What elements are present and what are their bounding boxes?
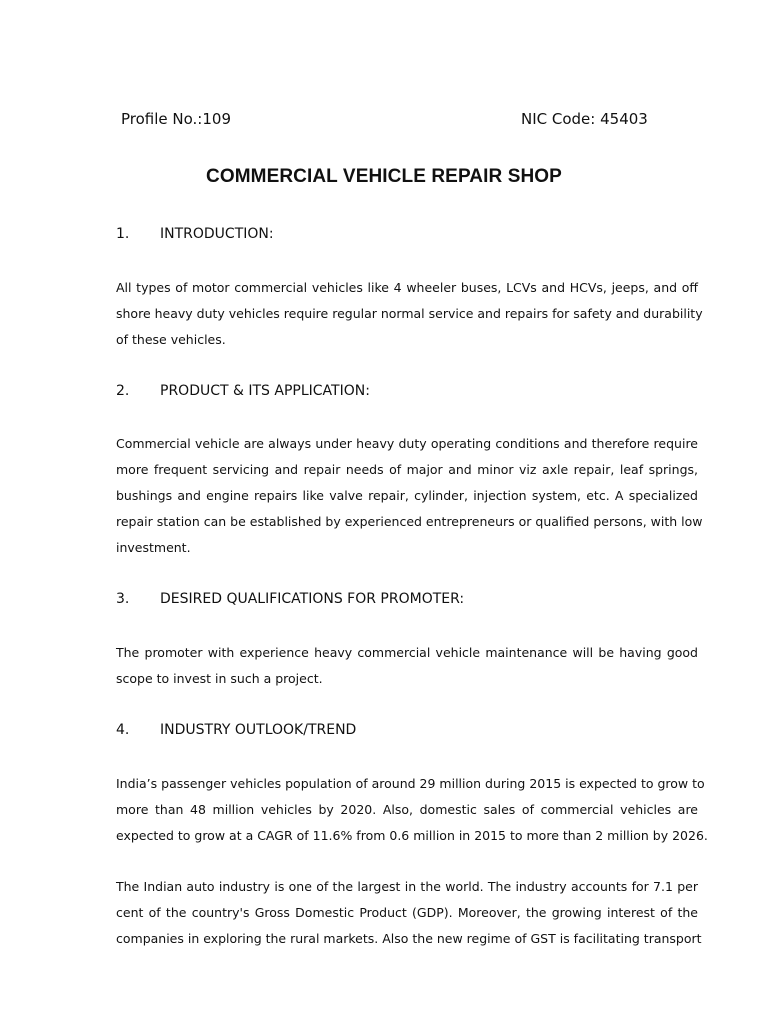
text-line: cent of the country's Gross Domestic Product (GDP). Moreover, the growing interest of the [116,905,698,920]
paragraph-industry-outlook-2 [116,874,702,952]
section-title: INDUSTRY OUTLOOK/TREND [160,722,357,738]
document-title: COMMERCIAL VEHICLE REPAIR SHOP [206,166,562,187]
paragraph-product [116,431,703,561]
section-heading-qualifications [116,591,464,607]
section-title: DESIRED QUALIFICATIONS FOR PROMOTER: [160,591,465,607]
text-line: scope to invest in such a project. [116,671,323,686]
text-line: Commercial vehicle are always under heavy duty operating conditions and therefore require [116,436,698,451]
paragraph-introduction [116,275,703,353]
text-line: All types of motor commercial vehicles like 4 wheeler buses, LCVs and HCVs, jeeps, and off [116,280,698,295]
text-line: investment. [116,540,191,555]
text-line: of these vehicles. [116,332,226,347]
text-line: repair station can be established by experienced entrepreneurs or qualified persons, with low [116,514,703,529]
paragraph-industry-outlook-1 [116,771,708,849]
text-line: shore heavy duty vehicles require regular normal service and repairs for safety and durability [116,306,703,321]
section-title: INTRODUCTION: [160,226,274,242]
section-heading-product [116,383,370,399]
text-line: The promoter with experience heavy commercial vehicle maintenance will be having good [116,645,698,660]
section-number: 3. [116,591,130,607]
text-line: more than 48 million vehicles by 2020. Also, domestic sales of commercial vehicles are [116,802,698,817]
profile-number: Profile No.:109 [121,110,231,128]
nic-code: NIC Code: 45403 [521,110,648,128]
paragraph-qualifications [116,640,698,692]
text-line: India’s passenger vehicles population of around 29 million during 2015 is expected to grow to [116,776,705,791]
section-title: PRODUCT & ITS APPLICATION: [160,383,370,399]
section-number: 1. [116,226,130,242]
section-number: 2. [116,383,130,399]
text-line: companies in exploring the rural markets. Also the new regime of GST is facilitating transport [116,931,702,946]
text-line: more frequent servicing and repair needs of major and minor viz axle repair, leaf springs, [116,462,698,477]
section-heading-industry-outlook [116,722,356,738]
text-line: expected to grow at a CAGR of 11.6% from 0.6 million in 2015 to more than 2 million by 2026. [116,828,708,843]
section-heading-introduction [116,226,274,242]
text-line: The Indian auto industry is one of the largest in the world. The industry accounts for 7.1 per [116,879,698,894]
text-line: bushings and engine repairs like valve repair, cylinder, injection system, etc. A specialized [116,488,698,503]
section-number: 4. [116,722,130,738]
